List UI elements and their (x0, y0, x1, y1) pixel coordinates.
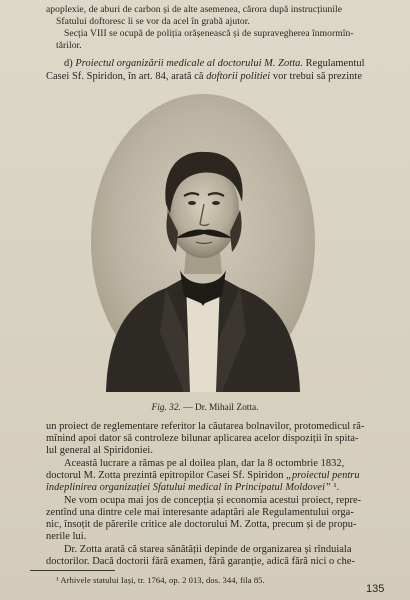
italic-title: „proiectul pentru (286, 470, 360, 481)
page-number: 135 (366, 583, 385, 595)
figure-caption (0, 403, 410, 413)
text-line (46, 71, 362, 83)
figure-number: Fig. 32. (151, 403, 181, 413)
text-span: vor trebui să prezinte (270, 71, 362, 82)
section-d-line (64, 58, 365, 70)
text-line: Sfatului doftoresc li se vor da acel în grabă ajutor. (56, 16, 250, 27)
section-d-title: Proiectul organizării medicale al doctorului M. Zotta. (75, 58, 304, 69)
section-d-label: d) (64, 58, 76, 69)
text-line: Secția VIII se ocupă de poliția orășenească și de supravegherea înmormîn- (64, 28, 354, 39)
text-line: Dr. Zotta arată că starea sănătății depinde de organizarea și rînduiala (64, 544, 352, 555)
text-line (46, 482, 339, 494)
text-line: Această lucrare a rămas pe al doilea plan, dar la 8 octombrie 1832, (64, 458, 345, 469)
text-line: nic, însoțit de părerile critice ale doctorului M. Zotta, precum și de propu- (46, 519, 357, 530)
footnote-marker: ¹. (330, 482, 340, 493)
text-line: doctorilor. Dacă doctorii fără examen, fără garanție, adică fără nici o che- (46, 556, 355, 567)
text-span: Regulamentul (303, 58, 365, 69)
text-line: apoplexie, de aburi de carbon și de alte asemenea, cărora după instrucțiunile (46, 4, 343, 15)
text-line: zentînd una dintre cele mai interesante adaptări ale Regulamentului orga- (46, 507, 354, 518)
text-line: mînind apoi dator să controleze bilunar aplicarea acelor dispoziții în spita- (46, 433, 359, 444)
text-line: lul general al Spiridoniei. (46, 445, 153, 456)
text-line (46, 470, 360, 482)
portrait-figure (88, 92, 318, 392)
figure-caption-text: — Dr. Mihail Zotta. (180, 403, 259, 413)
footnote: ¹ Arhivele statului Iași, tr. 1764, op. 2 013, dos. 344, fila 85. (56, 575, 265, 585)
text-line: nerile lui. (46, 531, 87, 542)
text-line: tărilor. (56, 40, 82, 51)
text-line: Ne vom ocupa mai jos de concepția și economia acestui proiect, repre- (64, 495, 362, 506)
footnote-rule (30, 570, 115, 571)
italic-title: îndeplinirea organizației Sfatului medical în Principatul Moldovei” (46, 482, 331, 493)
text-span: Casei Sf. Spiridon, în art. 84, arată că (46, 71, 207, 82)
text-span: doctorul M. Zotta prezintă epitropilor Casei Sf. Spiridon (46, 470, 287, 481)
italic-term: doftorii politiei (206, 71, 271, 82)
text-line: un proiect de reglementare referitor la căutarea bolnavilor, protomedicul ră- (46, 421, 365, 432)
